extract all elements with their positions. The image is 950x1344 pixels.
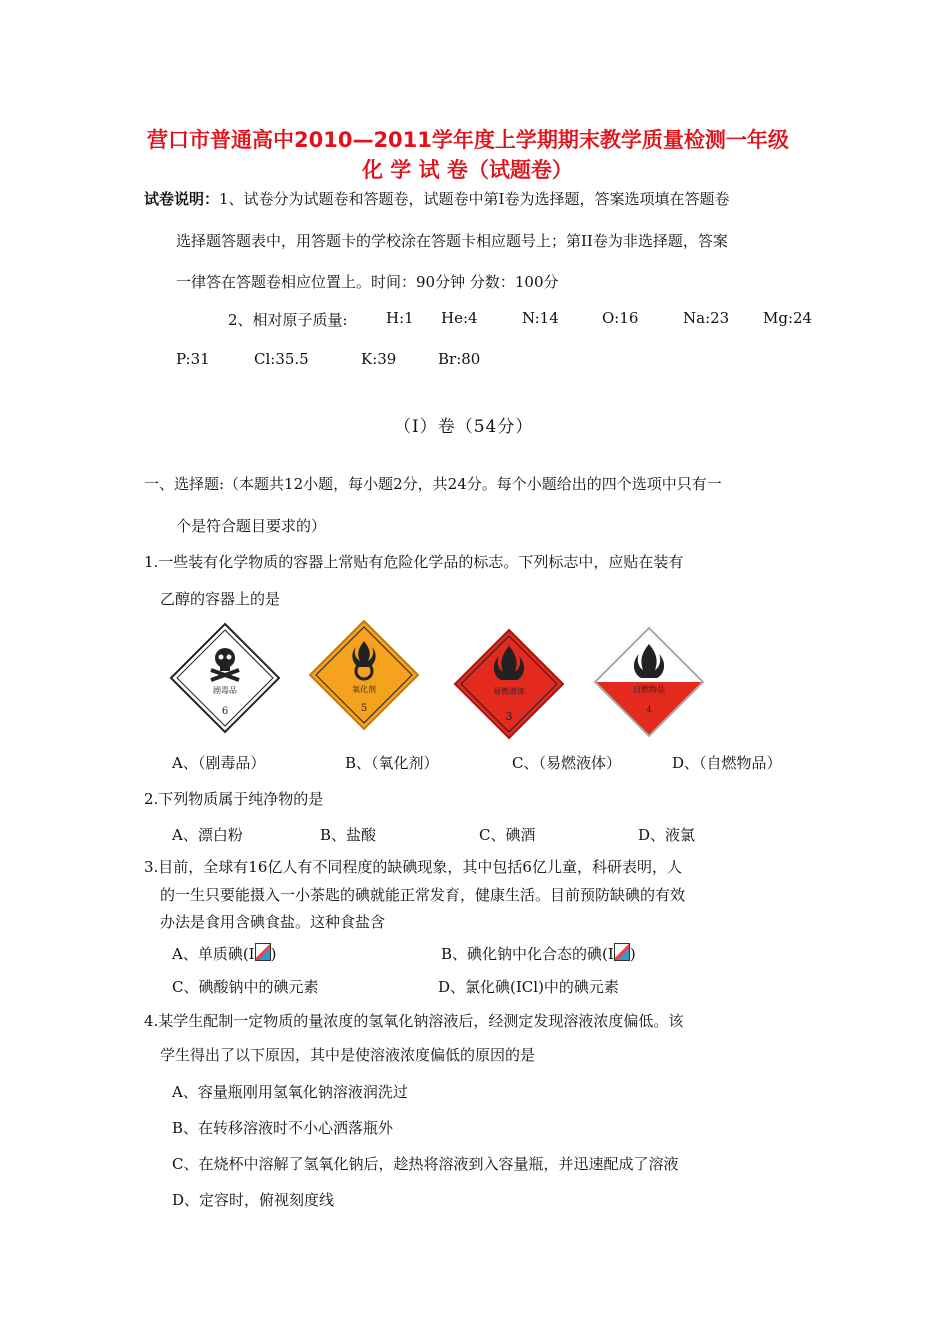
atomic-mass-p: P:31 (176, 350, 210, 368)
formula-image-icon (255, 943, 271, 961)
q2-stem: 2.下列物质属于纯净物的是 (144, 790, 324, 808)
instructions-line1 (144, 188, 730, 209)
atomic-mass-mg: Mg:24 (763, 309, 813, 327)
part-instructions-1: 一、选择题:（本题共12小题，每小题2分，共24分。每个小题给出的四个选项中只有一 (144, 475, 722, 493)
sign-class-number: 6 (221, 706, 229, 717)
formula-image-icon (614, 943, 630, 961)
q4-option-a: A、容量瓶刚用氢氧化钠溶液润洗过 (172, 1083, 408, 1101)
atomic-mass-row2 (0, 350, 950, 370)
q3-stem-3: 办法是食用含碘食盐。这种食盐含 (160, 913, 386, 931)
atomic-mass-k: K:39 (361, 350, 397, 368)
q3-stem-1: 3.目前，全球有16亿人有不同程度的缺碘现象，其中包括6亿儿童，科研表明，人 (144, 858, 682, 876)
atomic-mass-n: N:14 (522, 309, 559, 327)
sign-class-number: 3 (505, 710, 513, 723)
q2-option-b: B、盐酸 (320, 826, 377, 844)
instructions-line2: 选择题答题表中，用答题卡的学校涂在答题卡相应题号上；第II卷为非选择题，答案 (176, 232, 728, 250)
q3-option-a (172, 943, 276, 964)
instructions-label: 试卷说明： (144, 190, 220, 208)
sign-label: 自燃物品 (633, 685, 665, 694)
q3-option-c: C、碘酸钠中的碘元素 (172, 978, 319, 996)
q1-option-c: C、（易燃液体） (512, 754, 621, 772)
q4-stem-1: 4.某学生配制一定物质的量浓度的氢氧化钠溶液后，经测定发现溶液浓度偏低。该 (144, 1012, 684, 1030)
hazard-sign-spontaneous-combustion (593, 626, 705, 738)
q2-option-c: C、碘酒 (479, 826, 536, 844)
q3-option-b-text: B、碘化钠中化合态的碘(I (441, 945, 614, 963)
section-heading: （Ⅰ）卷（54分） (394, 417, 534, 437)
q3-option-a-text: A、单质碘(I (172, 945, 255, 963)
q3-stem-2: 的一生只要能摄入一小茶匙的碘就能正常发育，健康生活。目前预防缺碘的有效 (160, 886, 686, 904)
q1-option-a: A、（剧毒品） (172, 754, 266, 772)
atomic-mass-row1 (0, 309, 950, 329)
page-title: 营口市普通高中2010—2011学年度上学期期末教学质量检测一年级 (147, 128, 789, 152)
q4-stem-2: 学生得出了以下原因，其中是使溶液浓度偏低的原因的是 (160, 1046, 536, 1064)
q1-option-d: D、（自燃物品） (672, 754, 782, 772)
q3-option-b (441, 943, 636, 964)
atomic-mass-he: He:4 (441, 309, 478, 327)
atomic-mass-o: O:16 (602, 309, 639, 327)
q2-option-a: A、漂白粉 (172, 826, 243, 844)
atomic-mass-cl: Cl:35.5 (254, 350, 309, 368)
q3-option-d: D、氯化碘(ICl)中的碘元素 (438, 978, 619, 996)
instructions-line3: 一律答在答题卷相应位置上。时间：90分钟 分数：100分 (176, 273, 559, 291)
part-instructions-2: 个是符合题目要求的） (176, 517, 327, 535)
atomic-mass-na: Na:23 (683, 309, 730, 327)
atomic-mass-h: H:1 (386, 309, 414, 327)
q4-option-b: B、在转移溶液时不小心洒落瓶外 (172, 1119, 394, 1137)
q4-option-d: D、定容时，俯视刻度线 (172, 1191, 335, 1209)
q1-stem-1: 1.一些装有化学物质的容器上常贴有危险化学品的标志。下列标志中，应贴在装有 (144, 553, 684, 571)
hazard-sign-flammable-liquid (453, 628, 565, 740)
q3-option-a-suffix: ) (270, 945, 277, 963)
page-subtitle: 化 学 试 卷（试题卷） (362, 158, 573, 182)
sign-class-number: 4 (646, 705, 652, 714)
q3-option-b-suffix: ) (629, 945, 636, 963)
sign-label: 易燃液体 (493, 687, 525, 696)
instructions-text-1: 1、试卷分为试题卷和答题卷，试题卷中第I卷为选择题，答案选项填在答题卷 (219, 190, 730, 208)
atomic-mass-label: 2、相对原子质量: (228, 311, 348, 329)
q1-stem-2: 乙醇的容器上的是 (160, 590, 281, 608)
hazard-sign-oxidizer (308, 619, 420, 731)
hazard-sign-toxic (169, 622, 281, 734)
q2-option-d: D、液氯 (638, 826, 696, 844)
sign-label: 氧化剂 (352, 685, 376, 694)
sign-class-number: 5 (360, 703, 368, 714)
q1-option-b: B、（氧化剂） (345, 754, 439, 772)
q4-option-c: C、在烧杯中溶解了氢氧化钠后，趁热将溶液到入容量瓶，并迅速配成了溶液 (172, 1155, 679, 1173)
atomic-mass-br: Br:80 (438, 350, 481, 368)
sign-label: 剧毒品 (213, 686, 237, 695)
